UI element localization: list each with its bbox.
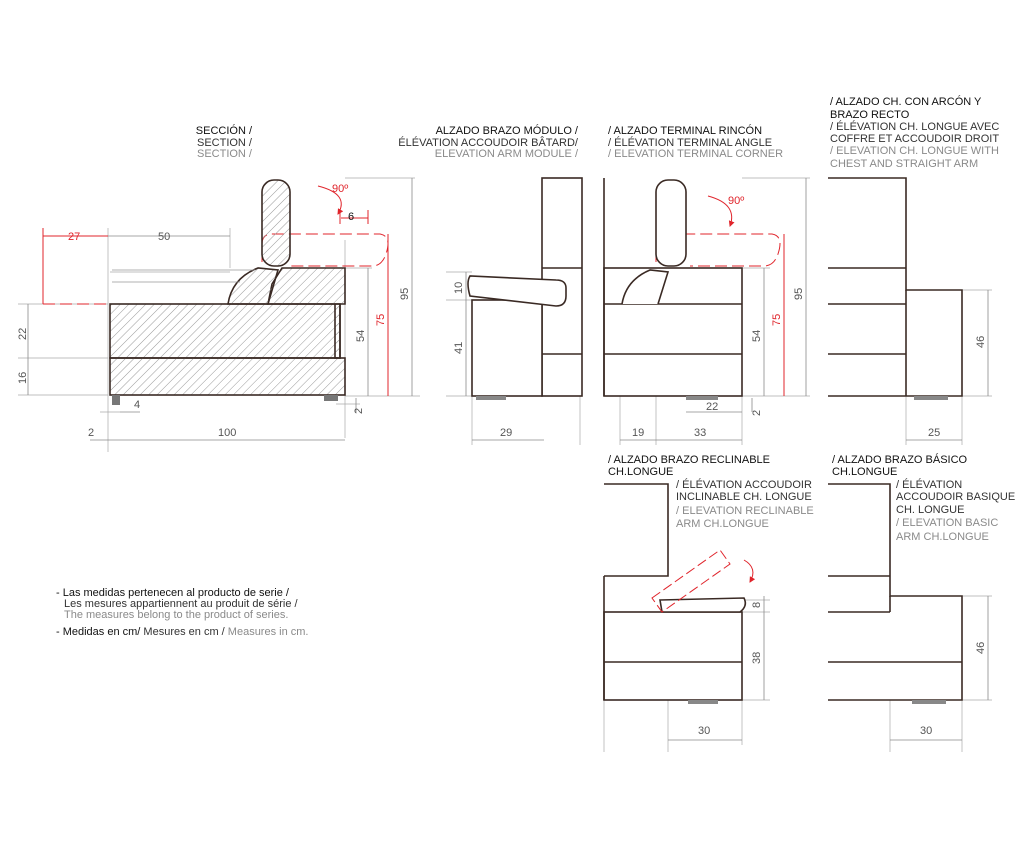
section-hatched-parts: [110, 180, 345, 395]
dim-recline-8: 8: [751, 601, 763, 608]
dim-section-100: 100: [218, 427, 237, 439]
dim-section-angle: 90º: [332, 183, 349, 195]
dim-section-2a: 2: [88, 427, 95, 439]
dim-section-95: 95: [399, 287, 411, 300]
chest-title-en: / ELEVATION CH. LONGUE WITH: [830, 145, 999, 157]
basic-title-en-2: ARM CH.LONGUE: [896, 531, 989, 543]
recline-title-2: CH.LONGUE: [608, 466, 674, 478]
section-feet: [112, 395, 338, 405]
note-units-fr: Mesures en cm /: [140, 626, 225, 638]
note-units: [56, 627, 308, 638]
dim-corner-95: 95: [793, 287, 805, 300]
arm-module-drawing: [446, 178, 582, 445]
corner-title-fr: / ÉLÉVATION TERMINAL ANGLE: [608, 137, 773, 149]
chest-title-fr-2: COFFRE ET ACCOUDOIR DROIT: [830, 133, 1000, 145]
recline-title-en: / ELEVATION RECLINABLE: [676, 505, 814, 517]
recline-title-fr: / ÉLÉVATION ACCOUDOIR: [676, 479, 812, 491]
module-title-fr: ÉLÉVATION ACCOUDOIR BÂTARD/: [398, 137, 578, 149]
corner-title: / ALZADO TERMINAL RINCÓN: [608, 125, 763, 137]
dim-corner-22: 22: [706, 401, 719, 413]
basic-title-fr-3: CH. LONGUE: [896, 504, 965, 516]
dim-corner-angle: 90º: [728, 195, 745, 207]
dim-section-2b: 2: [353, 407, 365, 414]
dim-chest-46: 46: [975, 335, 987, 348]
recline-title: / ALZADO BRAZO RECLINABLE: [608, 454, 770, 466]
recline-title-en-2: ARM CH.LONGUE: [676, 518, 769, 530]
dim-module-10: 10: [453, 281, 465, 294]
dim-module-29: 29: [500, 427, 513, 439]
chaise-chest-drawing: [828, 178, 992, 445]
dim-basic-46: 46: [975, 641, 987, 654]
dim-module-41: 41: [453, 341, 465, 354]
section-title-en: SECTION /: [196, 148, 252, 160]
dim-section-6: 6: [348, 211, 355, 223]
notes-block: [56, 588, 308, 638]
dim-recline-30: 30: [698, 725, 711, 737]
note-series-fr: Les mesures appartiennent au produit de série /: [64, 598, 298, 610]
note-series-en: The measures belong to the product of series.: [64, 609, 289, 621]
section-title-fr: SECTION /: [196, 137, 252, 149]
note-units-es: - Medidas en cm/: [56, 626, 141, 638]
basic-title-en: / ELEVATION BASIC: [896, 517, 999, 529]
dim-section-22: 22: [17, 327, 29, 340]
dim-corner-54: 54: [751, 329, 763, 342]
chest-title: / ALZADO CH. CON ARCÓN Y: [830, 96, 982, 108]
basic-title: / ALZADO BRAZO BÁSICO: [832, 454, 968, 466]
module-title: ALZADO BRAZO MÓDULO /: [435, 125, 578, 137]
dim-recline-38: 38: [751, 651, 763, 664]
dim-section-16: 16: [17, 371, 29, 384]
recline-title-fr-2: INCLINABLE CH. LONGUE: [676, 491, 812, 503]
dim-corner-75: 75: [771, 313, 783, 326]
note-units-en: Measures in cm.: [224, 626, 309, 638]
dim-corner-33: 33: [694, 427, 707, 439]
section-title: SECCIÓN /: [195, 125, 252, 137]
corner-title-en: / ELEVATION TERMINAL CORNER: [608, 148, 784, 160]
dim-chest-25: 25: [928, 427, 941, 439]
dim-section-54: 54: [355, 329, 367, 342]
chest-title-en-2: CHEST AND STRAIGHT ARM: [830, 158, 979, 170]
note-series-es: - Las medidas pertenecen al producto de serie /: [56, 587, 289, 599]
dim-section-4: 4: [134, 399, 141, 411]
dim-basic-30: 30: [920, 725, 933, 737]
dim-corner-2: 2: [751, 409, 763, 416]
basic-title-2: CH.LONGUE: [832, 466, 898, 478]
module-title-en: ELEVATION ARM MODULE /: [434, 148, 578, 160]
dim-section-75: 75: [375, 313, 387, 326]
basic-title-fr-2: ACCOUDOIR BASIQUE: [896, 491, 1016, 503]
dim-section-27: 27: [68, 231, 81, 243]
chest-title-fr: / ÉLÉVATION CH. LONGUE AVEC: [830, 121, 1000, 133]
basic-title-fr: / ÉLÉVATION: [896, 479, 963, 491]
dim-section-50: 50: [158, 231, 171, 243]
chest-title-2: BRAZO RECTO: [830, 109, 910, 121]
dim-corner-19: 19: [632, 427, 645, 439]
